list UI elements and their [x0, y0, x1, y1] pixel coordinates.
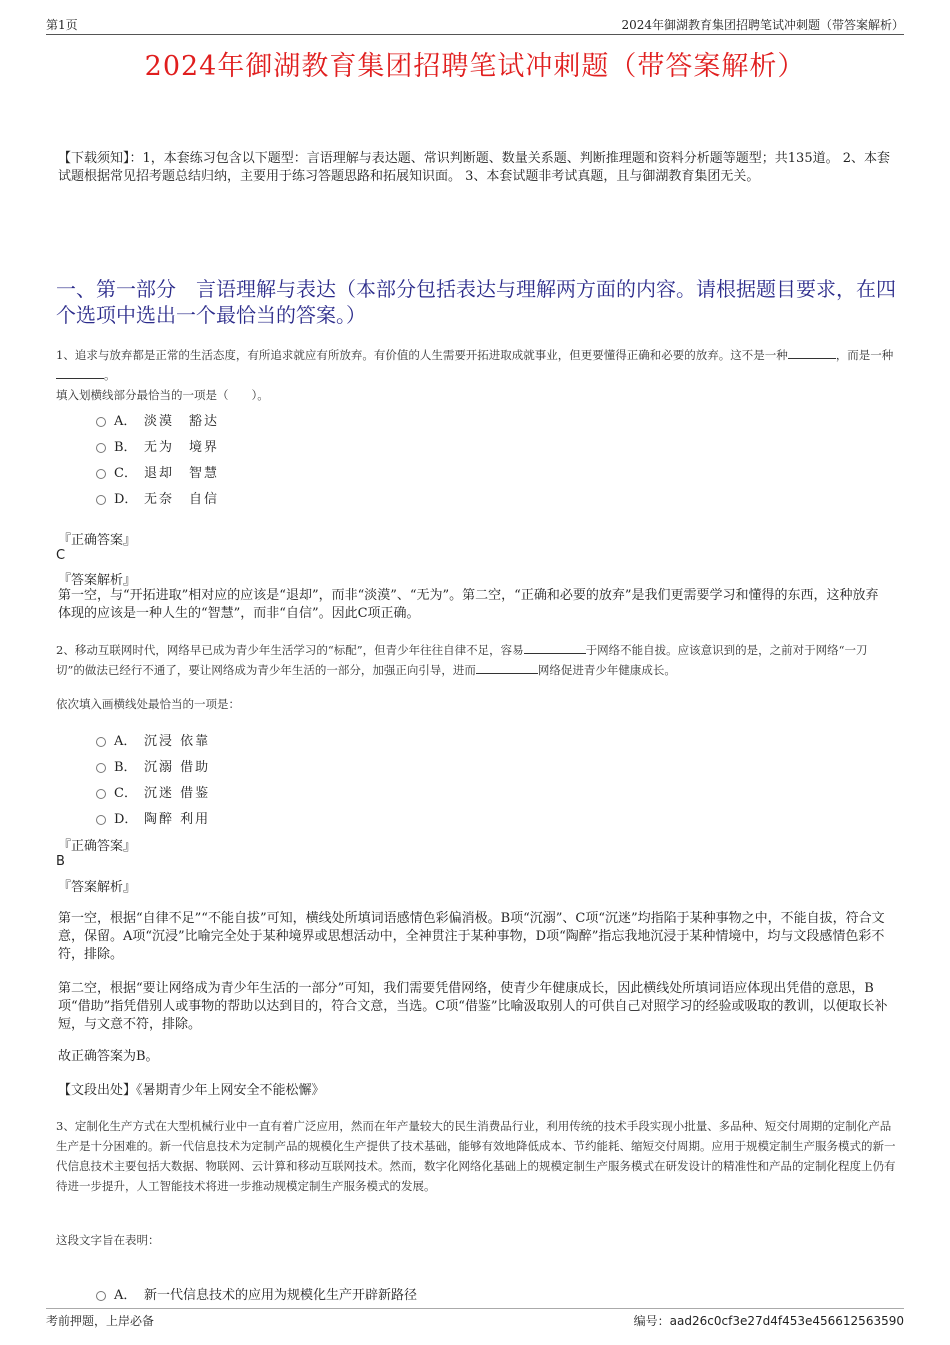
q1-option-d[interactable]: D． 无奈 自信	[96, 488, 219, 508]
q1-answer: C	[56, 548, 66, 563]
q2-option-d[interactable]: D． 陶醉 利用	[96, 808, 210, 828]
radio-icon[interactable]	[96, 495, 106, 505]
question-1-stem: 1、追求与放弃都是正常的生活态度，有所追求就应有所放弃。有价值的人生需要开拓进取成就事业，但更要懂得正确和必要的放弃。这不是一种 ，而是一种。	[56, 348, 894, 382]
radio-icon[interactable]	[96, 763, 106, 773]
section-title: 一、第一部分 言语理解与表达（本部分包括表达与理解两方面的内容。请根据题目要求，在四个选项中选出一个最恰当的答案。）	[56, 277, 896, 327]
q1-option-a[interactable]: A． 淡漠 豁达	[96, 410, 219, 430]
q1-answer-label: 『正确答案』	[58, 533, 137, 548]
blank	[56, 366, 104, 379]
question-2-prompt: 依次填入画横线处最恰当的一项是：	[56, 697, 240, 711]
footer-divider	[46, 1308, 904, 1309]
q2-source: 【文段出处】《暑期青少年上网安全不能松懈》	[58, 1083, 325, 1098]
page-header	[46, 14, 904, 35]
radio-icon[interactable]	[96, 469, 106, 479]
q2-analysis-1: 第一空，根据“自律不足”“不能自拔”可知，横线处所填词语感情色彩偏消极。B项“沉溺”、C项“沉迷”均指陷于某种事物之中，不能自拔，符合文意，保留。A项“沉浸”比喻完全处于某种境界或思想活动中，全神贯注于某种事物，D项“陶醉”指忘我地沉浸于某种情境中，均与文段感情色彩不符，排除。	[58, 911, 885, 962]
q2-option-b[interactable]: B． 沉溺 借助	[96, 756, 210, 776]
document-code: 编号：aad26c0cf3e27d4f453e456612563590	[633, 1314, 904, 1328]
download-notice: 【下载须知】：1，本套练习包含以下题型：言语理解与表达题、常识判断题、数量关系题、判断推理题和资料分析题等题型；共135道。 2、本套试题根据常见招考题总结归纳，主要用于练习答题思路和拓展知识面。 3、本套试题非考试真题，且与御湖教育集团无关。	[58, 151, 890, 184]
page-number: 第1页	[46, 18, 78, 32]
question-1-prompt: 填入划横线部分最恰当的一项是（ ）。	[56, 388, 269, 402]
q1-analysis: 第一空，与“开拓进取”相对应的应该是“退却”，而非“淡漠”、“无为”。第二空，“正确和必要的放弃”是我们更需要学习和懂得的东西，这种放弃体现的应该是一种人生的“智慧”，而非“自信”。因此C项正确。	[58, 588, 879, 621]
question-2-stem: 2、移动互联网时代，网络早已成为青少年生活学习的“标配”，但青少年往往自律不足，容易 于网络不能自拔。应该意识到的是，之前对于网络“一刀切”的做法已经行不通了，要让网络成为青少年生活的一部分，加强正向引导，进而 网络促进青少年健康成长。	[56, 643, 868, 677]
q1-option-c[interactable]: C． 退却 智慧	[96, 462, 219, 482]
q1-option-b[interactable]: B． 无为 境界	[96, 436, 219, 456]
q2-option-c[interactable]: C． 沉迷 借鉴	[96, 782, 210, 802]
radio-icon[interactable]	[96, 789, 106, 799]
blank	[788, 346, 836, 359]
q2-analysis-label: 『答案解析』	[58, 880, 137, 895]
radio-icon[interactable]	[96, 417, 106, 427]
radio-icon[interactable]	[96, 737, 106, 747]
blank	[476, 661, 538, 674]
q2-option-a[interactable]: A． 沉浸 依靠	[96, 730, 210, 750]
q2-answer: B	[56, 854, 65, 869]
q1-analysis-label: 『答案解析』	[58, 573, 137, 588]
question-3-prompt: 这段文字旨在表明：	[56, 1233, 160, 1247]
question-3-stem: 3、定制化生产方式在大型机械行业中一直有着广泛应用，然而在年产量较大的民生消费品行业，利用传统的技术手段实现小批量、多品种、短交付周期的定制化产品生产是十分困难的。新一代信息技术为定制产品的规模化生产提供了技术基础，能够有效地降低成本、节约能耗、缩短交付周期。应用于规模定制生产服务模式的新一代信息技术主要包括大数据、物联网、云计算和移动互联网技术。然而，数字化网络化基础上的规模定制生产服务模式在研发设计的精准性和产品的定制化程度上仍有待进一步提升，人工智能技术将进一步推动规模定制生产服务模式的发展。	[56, 1119, 896, 1193]
q2-answer-label: 『正确答案』	[58, 839, 137, 854]
blank	[524, 641, 586, 654]
radio-icon[interactable]	[96, 815, 106, 825]
document-title: 2024年御湖教育集团招聘笔试冲刺题（带答案解析）	[144, 51, 806, 82]
q2-conclusion: 故正确答案为B。	[58, 1049, 159, 1064]
q2-analysis-2: 第二空，根据“要让网络成为青少年生活的一部分”可知，我们需要凭借网络，使青少年健康成长，因此横线处所填词语应体现出凭借的意思，B项“借助”指凭借别人或事物的帮助以达到目的，符合文意，当选。C项“借鉴”比喻汲取别人的可供自己对照学习的经验或吸取的教训，以便取长补短，与文意不符，排除。	[58, 981, 888, 1032]
q3-option-a[interactable]: A． 新一代信息技术的应用为规模化生产开辟新路径	[96, 1284, 417, 1304]
radio-icon[interactable]	[96, 443, 106, 453]
radio-icon[interactable]	[96, 1291, 106, 1301]
footer-slogan: 考前押题，上岸必备	[46, 1314, 155, 1328]
running-title: 2024年御湖教育集团招聘笔试冲刺题（带答案解析）	[621, 18, 904, 32]
